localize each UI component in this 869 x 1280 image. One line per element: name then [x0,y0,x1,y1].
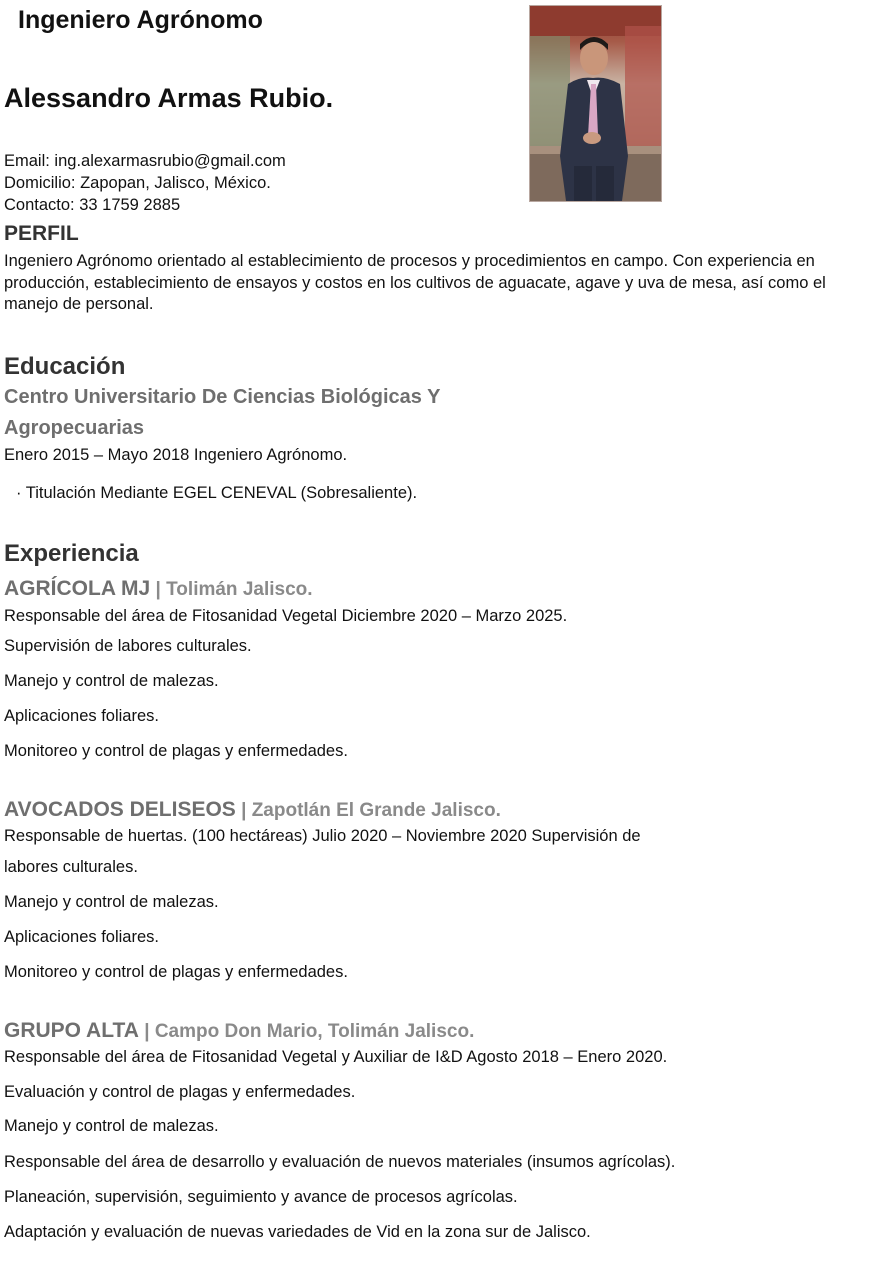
job-location: Zapotlán El Grande Jalisco. [251,800,501,821]
job-location: Tolimán Jalisco. [166,579,313,600]
contact-email: Email: ing.alexarmasrubio@gmail.com [4,152,286,170]
job-company-header [4,577,313,601]
job-line: Manejo y control de malezas. [4,1117,219,1135]
job-line: Evaluación y control de plagas y enfermedades. [4,1083,356,1101]
contact-phone: Contacto: 33 1759 2885 [4,196,181,214]
contact-address: Domicilio: Zapopan, Jalisco, México. [4,174,271,192]
job-separator: | [235,800,252,821]
job-separator: | [138,1021,155,1042]
job-line: labores culturales. [4,858,138,876]
job-line: Aplicaciones foliares. [4,928,159,946]
education-institution-line2: Agropecuarias [4,417,145,439]
job-line: Responsable del área de Fitosanidad Vegetal y Auxiliar de I&D Agosto 2018 – Enero 2020. [4,1048,668,1066]
experience-heading: Experiencia [4,540,139,567]
education-institution-line1: Centro Universitario De Ciencias Biológicas Y [4,386,441,408]
job-line: Manejo y control de malezas. [4,672,219,690]
job-title: Ingeniero Agrónomo [18,6,263,34]
job-line: Monitoreo y control de plagas y enfermedades. [4,742,348,760]
job-line: Responsable del área de Fitosanidad Vegetal Diciembre 2020 – Marzo 2025. [4,607,568,625]
job-line: Aplicaciones foliares. [4,707,159,725]
job-line: Responsable de huertas. (100 hectáreas) Julio 2020 – Noviembre 2020 Supervisión de [4,827,641,845]
education-dates-degree: Enero 2015 – Mayo 2018 Ingeniero Agrónomo. [4,446,348,464]
job-separator: | [150,579,167,600]
candidate-name: Alessandro Armas Rubio. [4,83,334,113]
job-company-name: AVOCADOS DELISEOS [4,798,236,821]
job-line: Adaptación y evaluación de nuevas variedades de Vid en la zona sur de Jalisco. [4,1223,591,1241]
job-company-header [4,798,501,822]
job-line: Responsable del área de desarrollo y evaluación de nuevos materiales (insumos agrícolas). [4,1153,676,1171]
job-company-name: GRUPO ALTA [4,1019,139,1042]
job-location: Campo Don Mario, Tolimán Jalisco. [154,1021,475,1042]
perfil-heading: PERFIL [4,222,79,245]
education-heading: Educación [4,353,126,380]
perfil-text: Ingeniero Agrónomo orientado al establecimiento de procesos y procedimientos en campo. Con experiencia en producción, establecimiento de ensayos y costos en los cultivos de aguacate, agave y uva de mesa, así como el manejo de personal. [4,252,826,313]
profile-photo [529,5,662,202]
job-line: Supervisión de labores culturales. [4,637,252,655]
job-company-name: AGRÍCOLA MJ [4,577,151,600]
job-line: Monitoreo y control de plagas y enfermedades. [4,963,348,981]
job-company-header [4,1019,474,1043]
job-line: Planeación, supervisión, seguimiento y avance de procesos agrícolas. [4,1188,518,1206]
job-line: Manejo y control de malezas. [4,893,219,911]
education-note: · Titulación Mediante EGEL CENEVAL (Sobresaliente). [16,484,418,502]
